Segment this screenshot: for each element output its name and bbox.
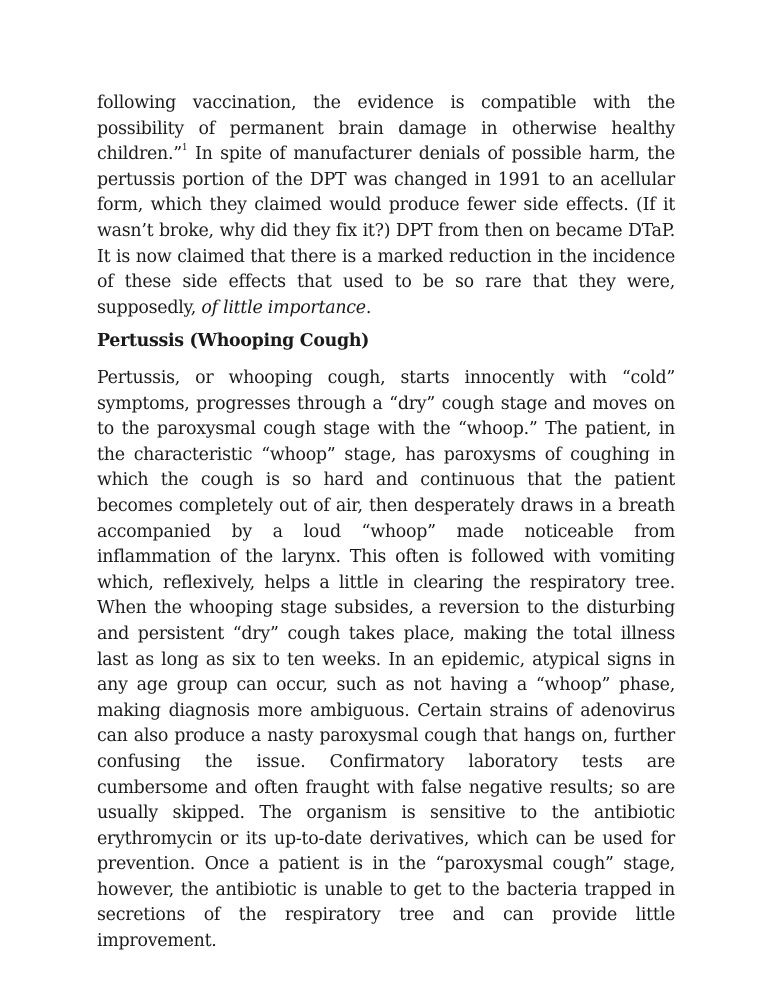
paragraph-closing-punctuation: . — [365, 297, 372, 318]
body-paragraph-vaccination — [97, 91, 675, 321]
paragraph-text-before-footnote: following vaccination, the evidence is compatible with the possibility of permanent brain damage in otherwise healthy children.” — [97, 93, 675, 165]
section-heading: Pertussis (Whooping Cough) — [97, 331, 370, 351]
emphasized-phrase: of little importance — [201, 297, 366, 318]
paragraph-text — [97, 91, 675, 321]
footnote-reference: 1 — [181, 143, 188, 154]
body-paragraph-pertussis — [97, 366, 675, 955]
paragraph-text-after-footnote: In spite of manufacturer denials of possible harm, the pertussis portion of the DPT was changed in 1991 to an acellular form, which they claimed would produce fewer side effects. (If it wasn’t broke, why did they fix it?) DPT from then on became DTaP. It is now claimed that there is a marked reduction in the incidence of these side effects that used to be so rare that they were, supposedly, — [97, 144, 675, 318]
paragraph-text: Pertussis, or whooping cough, starts innocently with “cold” symptoms, progresses through a “dry” cough stage and moves on to the paroxysmal cough stage with the “whoop.” The patient, in the characteristic “whoop” stage, has paroxysms of coughing in which the cough is so hard and continuous that the patient becomes completely out of air, then desperately draws in a breath accompanied by a loud “whoop” made noticeable from inflammation of the larynx. This often is followed with vomiting which, reflexively, helps a little in clearing the respiratory tree. When the whooping stage subsides, a reversion to the disturbing and persistent “dry” cough takes place, making the total illness last as long as six to ten weeks. In an epidemic, atypical signs in any age group can occur, such as not having a “whoop” phase, making diagnosis more ambiguous. Certain strains of adenovirus can also produce a nasty paroxysmal cough that hangs on, further confusing the issue. Confirmatory laboratory tests are cumbersome and often fraught with false negative results; so are usually skipped. The organism is sensitive to the antibiotic erythromycin or its up-to-date derivatives, which can be used for prevention. Once a patient is in the “paroxysmal cough” stage, however, the antibiotic is unable to get to the bacteria trapped in secretions of the respiratory tree and can provide little improvement. — [97, 368, 675, 952]
